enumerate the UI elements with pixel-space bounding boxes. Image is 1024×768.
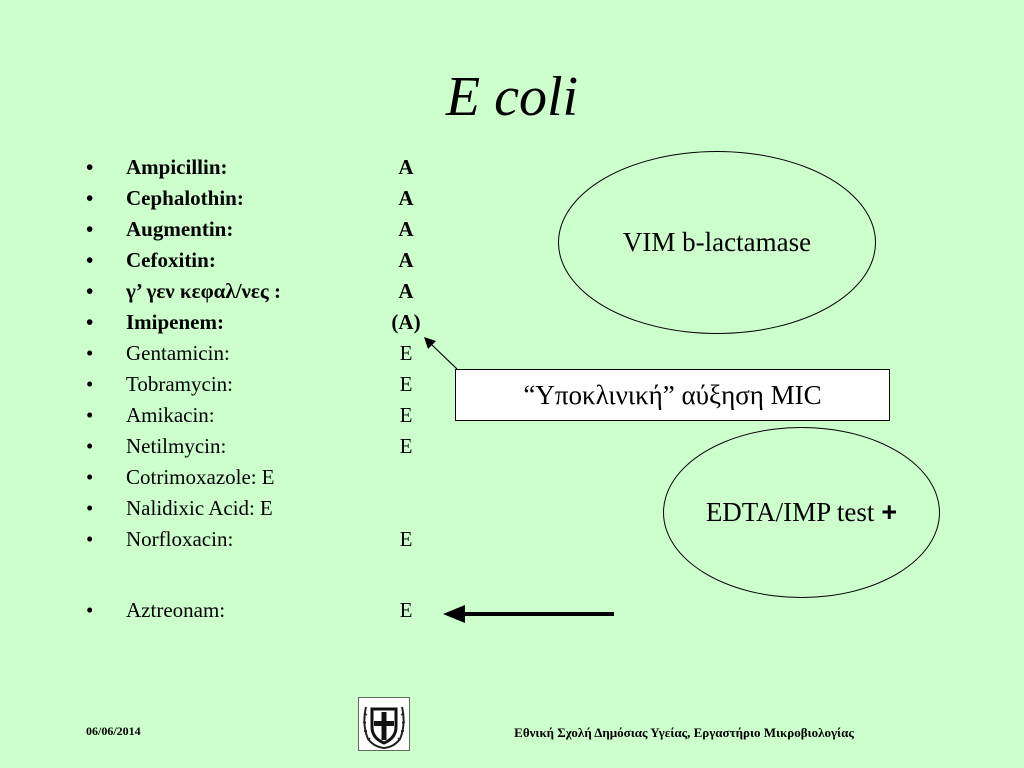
bullet: • [86, 186, 94, 210]
drug-row-cefoxitin [86, 245, 446, 276]
bullet: • [86, 434, 94, 458]
footer-organization: Εθνική Σχολή Δημόσιας Υγείας, Εργαστήριο Μικροβιολογίας [514, 725, 854, 740]
bullet: • [86, 310, 94, 334]
edta-imp-test-ellipse [663, 427, 940, 598]
susceptibility-code: E [399, 372, 413, 396]
drug-name: Cotrimoxazole: [126, 465, 257, 489]
drug-name: Norfloxacin: [126, 527, 234, 551]
subclinical-mic-increase-label: “Υποκλινική” αύξηση MIC [523, 379, 822, 410]
drug-name: Cephalothin: [126, 186, 244, 210]
susceptibility-code: E [399, 403, 413, 427]
drug-row-cotrimoxazole [86, 462, 446, 493]
drug-name: Tobramycin: [126, 372, 233, 396]
drug-name: Ampicillin: [126, 155, 228, 179]
susceptibility-code: A [398, 248, 414, 272]
drug-row-ampicillin [86, 152, 446, 183]
drug-name: Imipenem: [126, 310, 224, 334]
drug-row-amikacin [86, 400, 446, 431]
susceptibility-code: A [398, 217, 414, 241]
edta-imp-test-label: EDTA/IMP test [705, 497, 875, 527]
bullet: • [86, 527, 94, 551]
bullet: • [86, 155, 94, 179]
bullet: • [86, 496, 94, 520]
drug-row-aztreonam [86, 595, 446, 626]
bullet: • [86, 217, 94, 241]
drug-name: Aztreonam: [126, 598, 226, 622]
bullet: • [86, 279, 94, 303]
drug-name: Gentamicin: [126, 341, 230, 365]
greek-coat-of-arms-icon [358, 697, 410, 751]
susceptibility-code: A [398, 279, 414, 303]
bullet: • [86, 465, 94, 489]
drug-row-tobramycin [86, 369, 446, 400]
susceptibility-code: E [261, 465, 275, 489]
drug-name: Cefoxitin: [126, 248, 216, 272]
susceptibility-code: E [259, 496, 273, 520]
susceptibility-code: E [399, 341, 413, 365]
drug-row-gentamicin [86, 338, 446, 369]
drug-name: γ’ γεν κεφαλ/νες : [126, 279, 281, 303]
susceptibility-code: E [399, 598, 413, 622]
susceptibility-code: (A) [391, 310, 421, 334]
slide-title: E coli [445, 66, 579, 128]
drug-list [86, 152, 446, 626]
drug-row-imipenem [86, 307, 446, 338]
bullet: • [86, 372, 94, 396]
susceptibility-code: A [398, 186, 414, 210]
bullet: • [86, 403, 94, 427]
vim-b-lactamase-label: VIM b-lactamase [622, 227, 812, 257]
drug-name: Amikacin: [126, 403, 215, 427]
drug-row-3rd-gen-cephalosporins [86, 276, 446, 307]
susceptibility-code: E [399, 434, 413, 458]
drug-row-norfloxacin [86, 524, 446, 555]
footer-date: 06/06/2014 [86, 724, 141, 738]
susceptibility-code: A [398, 155, 414, 179]
drug-row-netilmycin [86, 431, 446, 462]
vim-b-lactamase-ellipse [558, 151, 876, 334]
drug-name: Nalidixic Acid: [126, 496, 255, 520]
drug-name-with-code [126, 493, 273, 524]
aztreonam-arrow [443, 605, 614, 623]
drug-name-with-code [126, 462, 274, 493]
drug-row-augmentin [86, 214, 446, 245]
drug-row-cephalothin [86, 183, 446, 214]
edta-imp-test-result: + [881, 497, 898, 527]
drug-row-nalidixic-acid [86, 493, 446, 524]
susceptibility-code: E [399, 527, 413, 551]
bullet: • [86, 341, 94, 365]
drug-name: Netilmycin: [126, 434, 227, 458]
bullet: • [86, 248, 94, 272]
subclinical-mic-increase-box [455, 369, 890, 421]
bullet: • [86, 598, 94, 622]
drug-name: Augmentin: [126, 217, 234, 241]
